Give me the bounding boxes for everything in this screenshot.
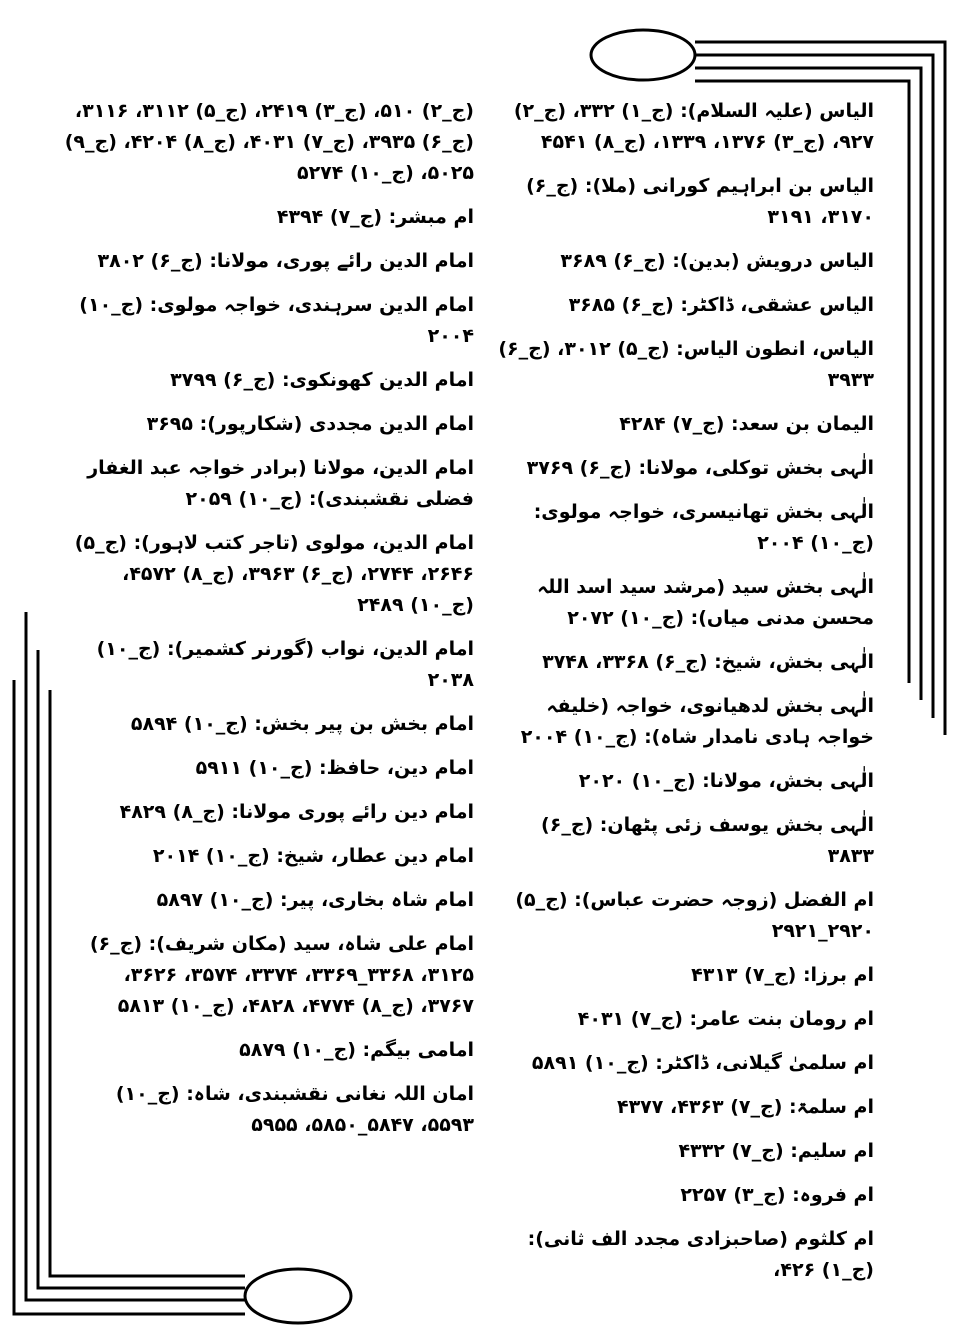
index-entry: امام الدین رائے پوری، مولانا: (ج_۶) ۳۸۰۲ xyxy=(97,250,474,272)
index-entry: الیمان بن سعد: (ج_۷) ۴۲۸۴ xyxy=(619,413,874,435)
index-entry: امام دین رائے پوری مولانا: (ج_۸) ۴۸۲۹ xyxy=(119,801,474,823)
index-entry: الیاس، انطون الیاس: (ج_۵) ۳۰۱۲، (ج_۶) ۳۹۳۳ xyxy=(498,338,874,391)
index-entry: الیاس درویش (بدین): (ج_۶) ۳۶۸۹ xyxy=(560,250,874,272)
index-entry: الٰہی بخش، شیخ: (ج_۶) ۳۳۶۸، ۳۷۴۸ xyxy=(542,651,874,673)
index-entry: امام علی شاہ، سید (مکان شریف): (ج_۶) ۳۱۲۵، ۳۳۶۸_۳۳۶۹، ۳۳۷۴، ۳۵۷۴، ۳۶۲۶، ۳۷۶۷، (ج_۸) ۴۷۷۴، ۴۸۲۸، (ج_۱۰) ۵۸۱۳ xyxy=(89,933,474,1017)
index-entry: الیاس عشقی، ڈاکٹر: (ج_۶) ۳۶۸۵ xyxy=(568,294,874,316)
index-entry: امام الدین سرہندی، خواجہ مولوی: (ج_۱۰) ۲۰۰۴ xyxy=(79,294,474,347)
bottom-oval-ornament xyxy=(245,1269,351,1323)
index-entry: الیاس بن ابراہیم کورانی (ملا): (ج_۶) ۳۱۷۰، ۳۱۹۱ xyxy=(526,175,874,228)
index-entry: امام دین عطار، شیخ: (ج_۱۰) ۲۰۱۴ xyxy=(152,845,474,867)
top-oval-ornament xyxy=(591,30,695,80)
index-entry: ام مبشر: (ج_۷) ۴۳۹۴ xyxy=(276,206,474,228)
index-entry: الٰہی بخش توکلی، مولانا: (ج_۶) ۳۷۶۹ xyxy=(526,457,874,479)
index-entry: امام الدین، مولوی (تاجر کتب لاہور): (ج_۵) ۲۶۴۶، ۲۷۴۴، (ج_۶) ۳۹۶۳، (ج_۸) ۴۵۷۲، (ج_۱۰) ۲۴۸۹ xyxy=(74,532,474,616)
index-entry: ام رومان بنت عامر: (ج_۷) ۴۰۳۱ xyxy=(577,1008,874,1030)
index-entry: ام فروہ: (ج_۳) ۲۲۵۷ xyxy=(680,1184,874,1206)
index-entry: امام الدین، مولانا (برادر خواجہ عبد الغفار فضلی نقشبندی): (ج_۱۰) ۲۰۵۹ xyxy=(87,457,474,510)
index-entry: امام الدین مجددی (شکارپور): ۳۶۹۵ xyxy=(146,413,474,435)
index-entry: ام کلثوم (صاحبزادی مجدد الف ثانی): (ج_۱) ۴۲۶، xyxy=(527,1228,874,1281)
index-entry: ام الفضل (زوجہ حضرت عباس): (ج_۵) ۲۹۲۰_۲۹۲۱ xyxy=(515,889,874,942)
index-entry: امام بخش بن پیر بخش: (ج_۱۰) ۵۸۹۴ xyxy=(130,713,474,735)
index-entry: امان اللہ نغانی نقشبندی، شاہ: (ج_۱۰) ۵۵۹۳، ۵۸۴۷_۵۸۵۰، ۵۹۵۵ xyxy=(115,1083,474,1136)
index-entry: الٰہی بخش، مولانا: (ج_۱۰) ۲۰۲۰ xyxy=(578,770,874,792)
index-entry: ام برزا: (ج_۷) ۴۳۱۳ xyxy=(691,964,874,986)
index-column-left xyxy=(64,96,474,1154)
index-entry: ام سلمۃ: (ج_۷) ۴۳۶۳، ۴۳۷۷ xyxy=(616,1096,874,1118)
index-entry: امام الدین، نواب (گورنر کشمیر): (ج_۱۰) ۲۰۳۸ xyxy=(96,638,474,691)
index-entry: ام سلیم: (ج_۷) ۴۳۳۲ xyxy=(678,1140,874,1162)
index-entry: الٰہی بخش لدھیانوی، خواجہ (خلیفہ خواجہ ہادی نامدار شاہ): (ج_۱۰) ۲۰۰۴ xyxy=(520,695,874,748)
index-entry: (ج_۲) ۵۱۰، (ج_۳) ۲۴۱۹، (ج_۵) ۳۱۱۲، ۳۱۱۶، (ج_۶) ۳۹۳۵، (ج_۷) ۴۰۳۱، (ج_۸) ۴۲۰۴، (ج_۹) ۵۰۲۵، (ج_۱۰) ۵۲۷۴ xyxy=(64,100,474,184)
index-entry: امام دین، حافظ: (ج_۱۰) ۵۹۱۱ xyxy=(195,757,474,779)
index-entry: الٰہی بخش سید (مرشد سید اسد اللہ محسن مدنی میاں): (ج_۱۰) ۲۰۷۲ xyxy=(537,576,874,629)
index-entry: الٰہی بخش یوسف زئی پٹھان: (ج_۶) ۳۸۳۳ xyxy=(541,814,874,867)
index-entry: الٰہی بخش تھانیسری، خواجہ مولوی: (ج_۱۰) ۲۰۰۴ xyxy=(533,501,874,554)
index-entry: امام الدین کھونکوی: (ج_۶) ۳۷۹۹ xyxy=(170,369,474,391)
index-entry: الیاس (علیہ السلام): (ج_۱) ۳۳۲، (ج_۲) ۹۲۷، (ج_۳) ۱۳۷۶، ۱۳۳۹، (ج_۸) ۴۵۴۱ xyxy=(513,100,874,153)
index-entry: امامی بیگم: (ج_۱۰) ۵۸۷۹ xyxy=(239,1039,474,1061)
index-entry: ام سلمیٰ گیلانی، ڈاکٹر: (ج_۱۰) ۵۸۹۱ xyxy=(531,1052,874,1074)
index-column-right xyxy=(489,96,874,1299)
index-entry: امام شاہ بخاری، پیر: (ج_۱۰) ۵۸۹۷ xyxy=(156,889,474,911)
